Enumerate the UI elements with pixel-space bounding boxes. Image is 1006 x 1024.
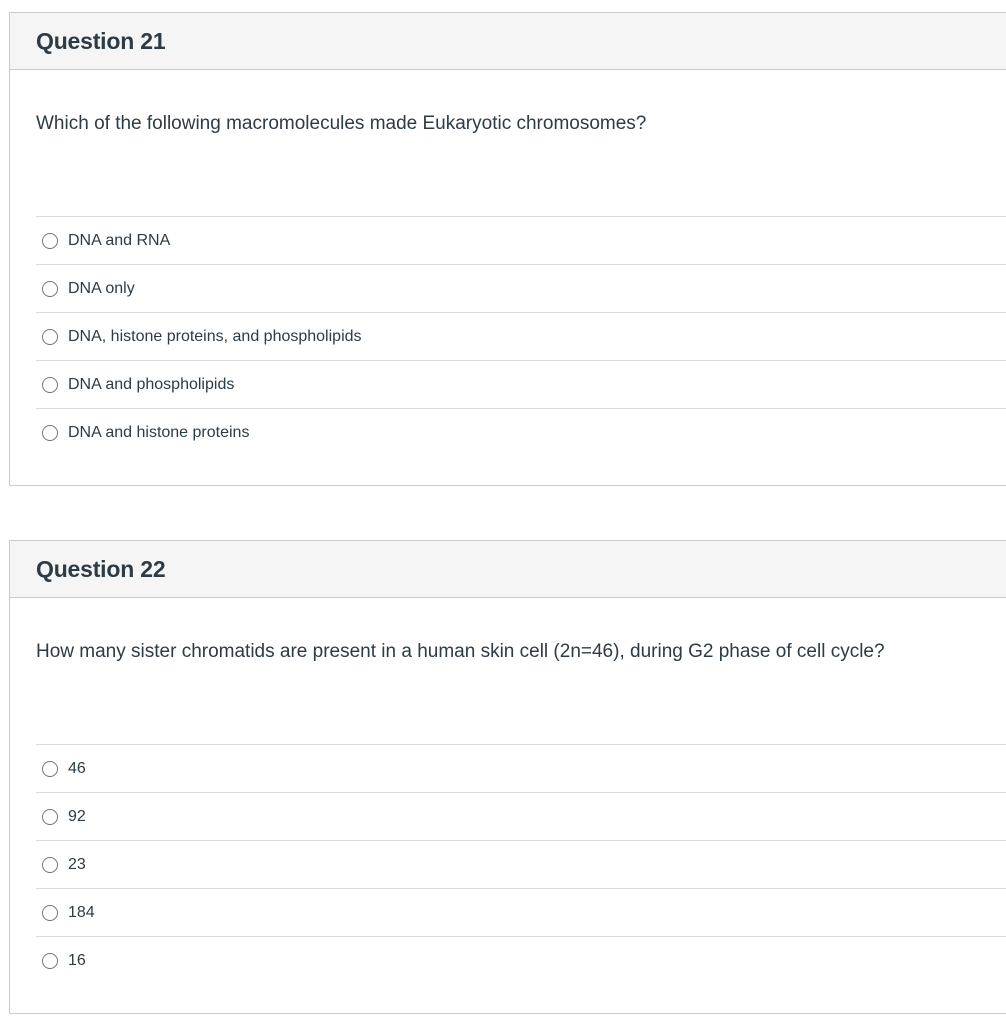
answer-option[interactable] <box>36 793 1006 841</box>
radio-button[interactable] <box>42 809 58 825</box>
question-text: How many sister chromatids are present in a human skin cell (2n=46), during G2 phase of cell cycle? <box>36 641 885 662</box>
answer-label[interactable]: DNA, histone proteins, and phospholipids <box>68 327 362 345</box>
answer-list <box>36 216 1006 457</box>
question-22-card <box>9 540 1006 1014</box>
question-header <box>10 13 1006 70</box>
answer-label[interactable]: 184 <box>68 903 95 921</box>
answer-option[interactable] <box>36 409 1006 457</box>
answer-label[interactable]: DNA and phospholipids <box>68 375 235 393</box>
question-21-card <box>9 12 1006 486</box>
radio-button[interactable] <box>42 953 58 969</box>
question-text: Which of the following macromolecules made Eukaryotic chromosomes? <box>36 113 647 134</box>
answer-option[interactable] <box>36 841 1006 889</box>
radio-button[interactable] <box>42 425 58 441</box>
radio-button[interactable] <box>42 905 58 921</box>
radio-button[interactable] <box>42 761 58 777</box>
answer-label[interactable]: 23 <box>68 855 86 873</box>
answer-option[interactable] <box>36 217 1006 265</box>
answer-label[interactable]: 16 <box>68 952 86 969</box>
answer-option[interactable] <box>36 745 1006 793</box>
radio-button[interactable] <box>42 377 58 393</box>
question-title: Question 22 <box>36 555 166 582</box>
answer-option[interactable] <box>36 313 1006 361</box>
answer-option[interactable] <box>36 361 1006 409</box>
answer-option[interactable] <box>36 889 1006 937</box>
radio-button[interactable] <box>42 857 58 873</box>
radio-button[interactable] <box>42 329 58 345</box>
answer-list <box>36 744 1006 985</box>
answer-label[interactable]: DNA only <box>68 279 135 297</box>
question-title: Question 21 <box>36 27 166 54</box>
answer-label[interactable]: 46 <box>68 759 86 777</box>
radio-button[interactable] <box>42 281 58 297</box>
answer-option[interactable] <box>36 265 1006 313</box>
answer-label[interactable]: DNA and histone proteins <box>68 424 250 441</box>
answer-label[interactable]: DNA and RNA <box>68 231 171 249</box>
answer-label[interactable]: 92 <box>68 807 86 825</box>
radio-button[interactable] <box>42 233 58 249</box>
answer-option[interactable] <box>36 937 1006 985</box>
question-header <box>10 541 1006 598</box>
